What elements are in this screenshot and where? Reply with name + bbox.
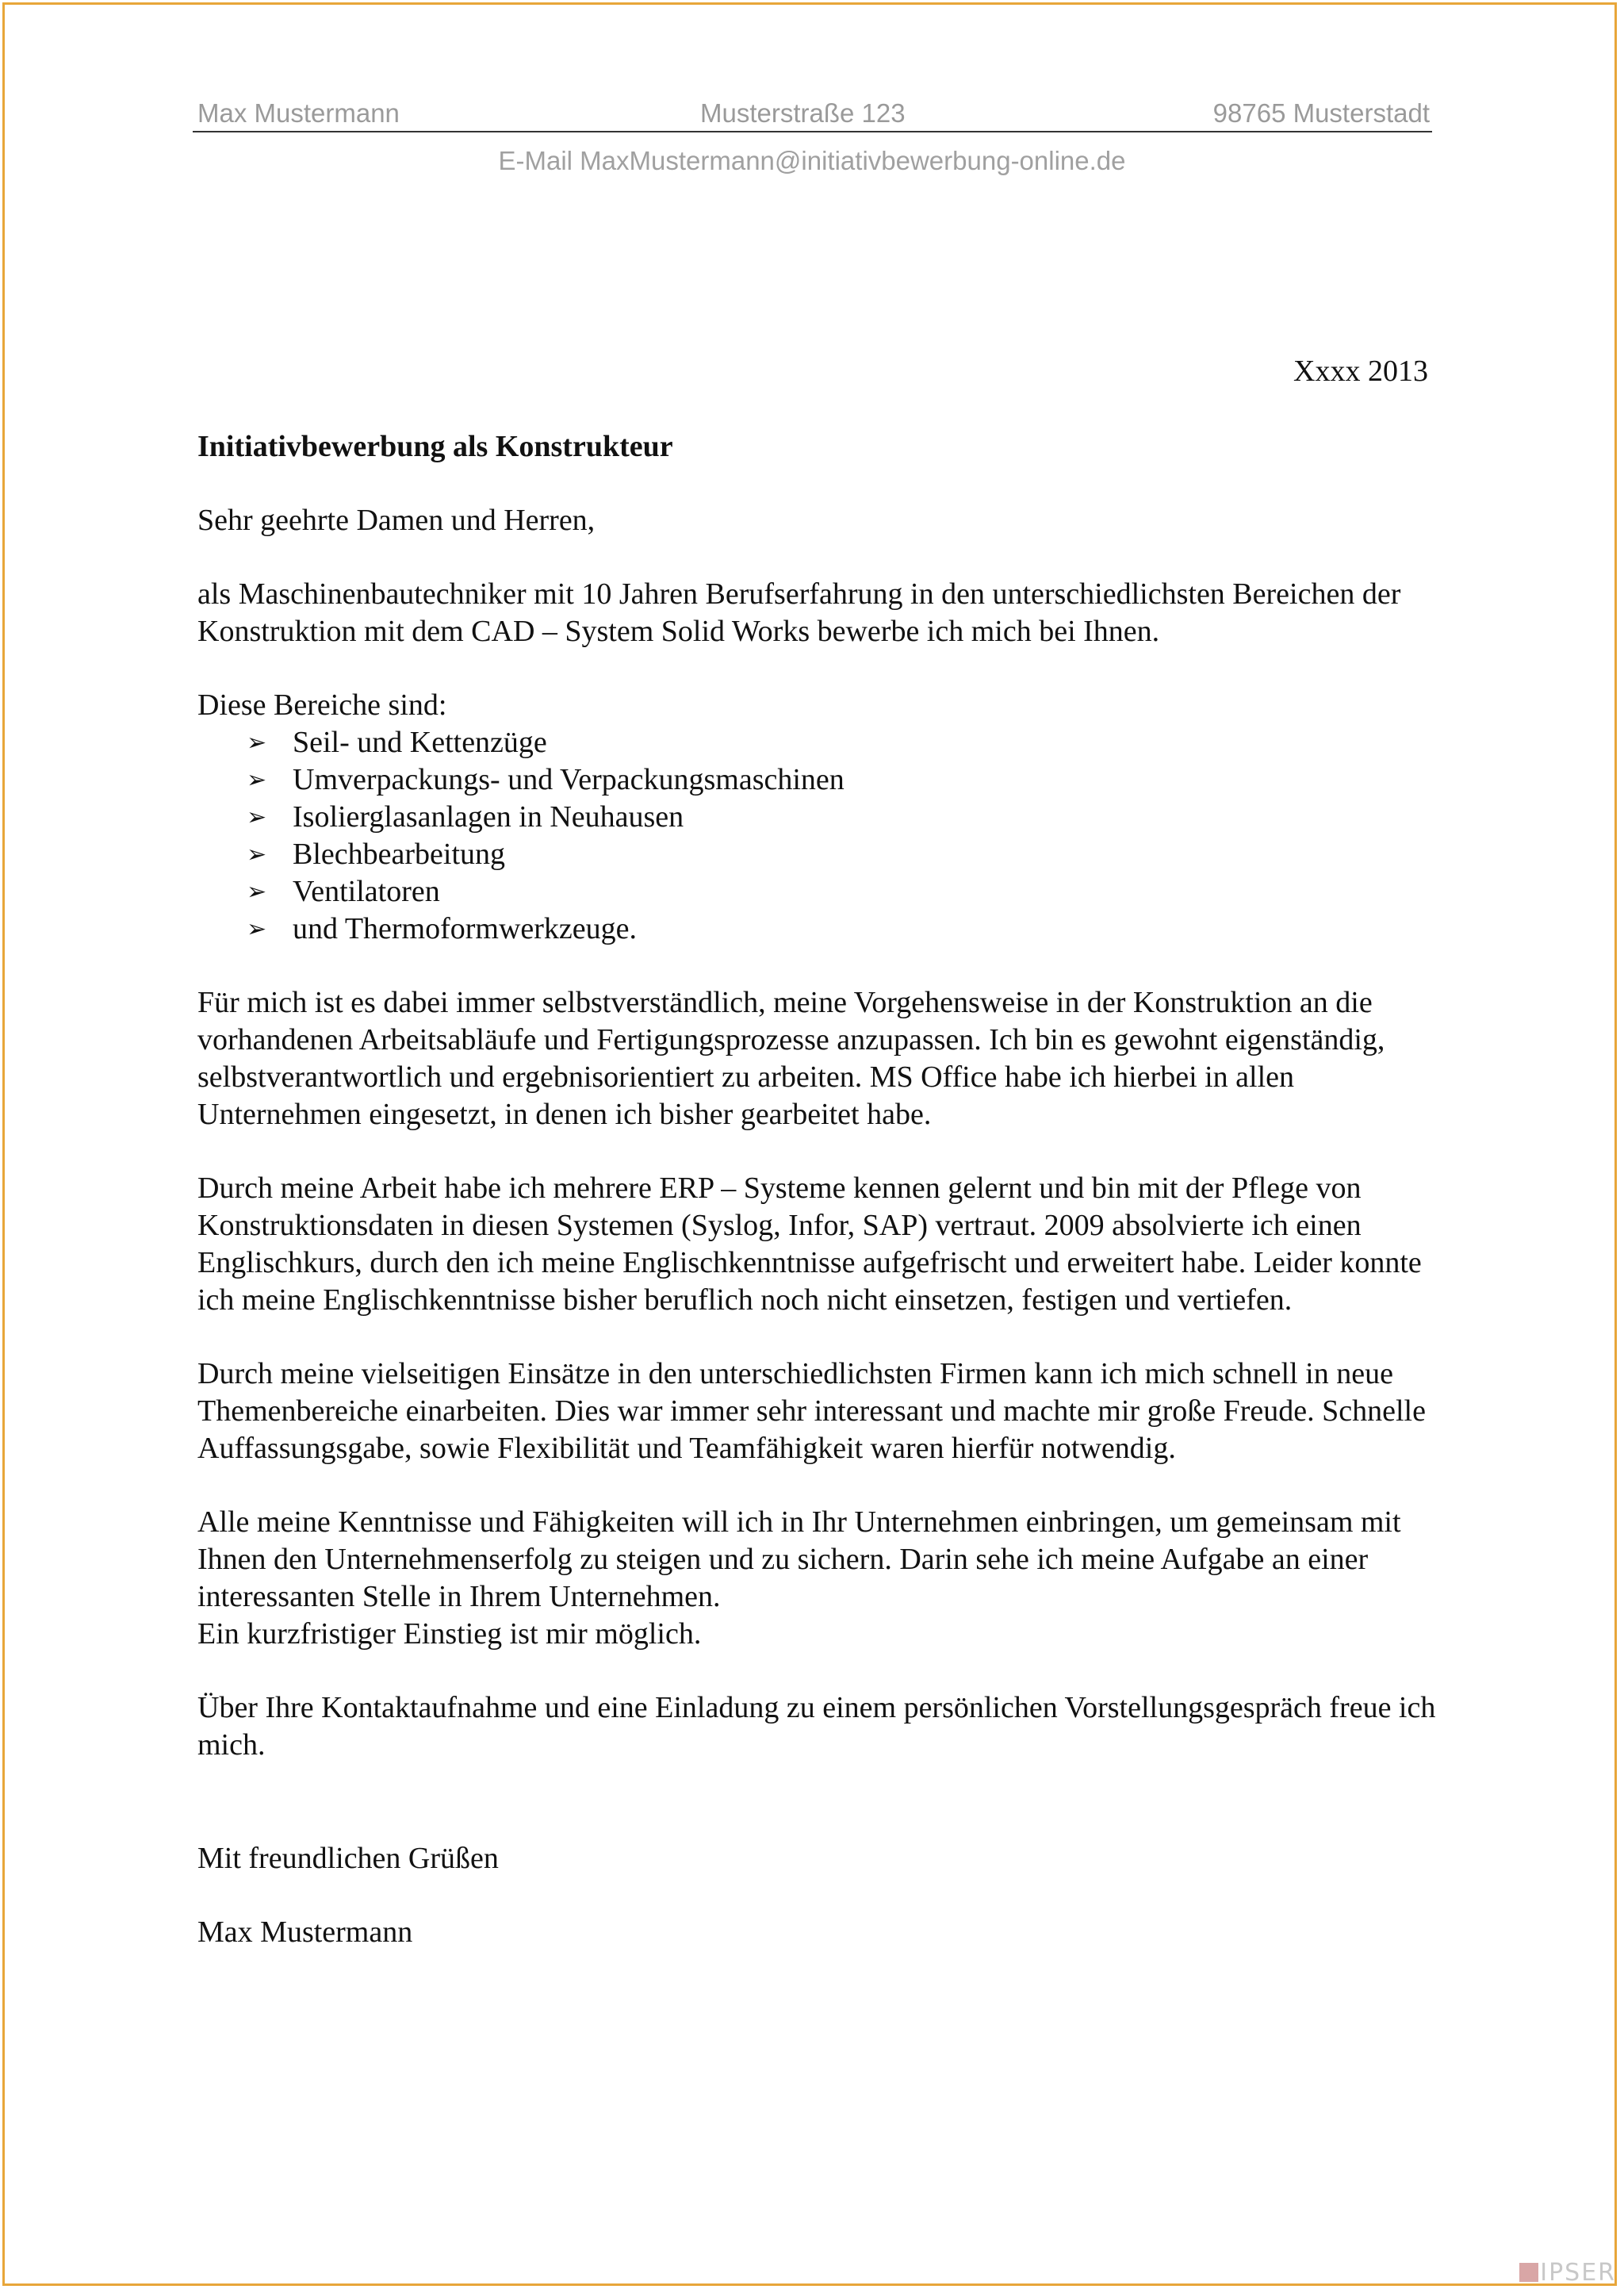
areas-list	[197, 724, 1438, 948]
list-item-text: Isolierglasanlagen in Neuhausen	[293, 800, 684, 834]
watermark	[1519, 2259, 1616, 2287]
arrow-bullet-icon: ➢	[247, 878, 267, 906]
letter-date: Xxxx 2013	[1293, 355, 1428, 388]
list-item	[197, 761, 1438, 799]
list-item-text: Ventilatoren	[293, 875, 440, 908]
letterhead-divider	[193, 131, 1432, 132]
arrow-bullet-icon: ➢	[247, 915, 267, 943]
paragraph-experience: Durch meine vielseitigen Einsätze in den unterschiedlichsten Firmen kann ich mich schnell in neue Themenbereiche einarbeiten. Dies war immer sehr interessant und machte mir große Freude. Schnelle Auffassungsgabe, sowie Flexibilität und Teamfähigkeit waren hierfür notwendig.	[197, 1357, 1426, 1465]
arrow-bullet-icon: ➢	[247, 841, 267, 869]
start-note: Ein kurzfristiger Einstieg ist mir möglich.	[197, 1617, 702, 1651]
paragraph-contact: Über Ihre Kontaktaufnahme und eine Einladung zu einem persönlichen Vorstellungsgespräch freue ich mich.	[197, 1691, 1436, 1762]
arrow-bullet-icon: ➢	[247, 803, 267, 831]
arrow-bullet-icon: ➢	[247, 766, 267, 794]
list-item	[197, 911, 1438, 948]
list-item	[197, 836, 1438, 873]
paragraph-approach: Für mich ist es dabei immer selbstverständlich, meine Vorgehensweise in der Konstruktion an die vorhandenen Arbeitsabläufe und Fertigungsprozesse anzupassen. Ich bin es gewohnt eigenständig, selbstverantwortlich und ergebnisorientiert zu arbeiten. MS Office habe ich hierbei in allen Unternehmen eingesetzt, in denen ich bisher gearbeitet habe.	[197, 986, 1385, 1131]
list-item	[197, 873, 1438, 911]
salutation: Sehr geehrte Damen und Herren,	[197, 504, 596, 537]
watermark-text: IPSER	[1540, 2259, 1616, 2287]
sender-street: Musterstraße 123	[700, 98, 906, 128]
motivation-text: Alle meine Kenntnisse und Fähigkeiten will ich in Ihr Unternehmen einbringen, um gemeinsam mit Ihnen den Unternehmenserfolg zu steigen und zu sichern. Darin sehe ich meine Aufgabe an einer interessanten Stelle in Ihrem Unternehmen.	[197, 1505, 1401, 1613]
list-item	[197, 724, 1438, 761]
closing: Mit freundlichen Grüßen	[197, 1842, 499, 1875]
list-item-text: Seil- und Kettenzüge	[293, 726, 547, 759]
list-item-text: Umverpackungs- und Verpackungsmaschinen	[293, 763, 845, 796]
letter-subject: Initiativbewerbung als Konstrukteur	[197, 430, 673, 463]
list-item-text: Blechbearbeitung	[293, 838, 506, 871]
list-item-text: und Thermoformwerkzeuge.	[293, 912, 638, 945]
sender-email-row	[0, 146, 1624, 176]
intro-paragraph: als Maschinenbautechniker mit 10 Jahren Berufserfahrung in den unterschiedlichsten Bereichen der Konstruktion mit dem CAD – System Solid Works bewerbe ich mich bei Ihnen.	[197, 577, 1401, 648]
signature: Max Mustermann	[197, 1915, 413, 1949]
letterhead	[193, 95, 1430, 133]
arrow-bullet-icon: ➢	[247, 729, 267, 757]
list-item	[197, 799, 1438, 836]
watermark-logo-icon	[1519, 2263, 1538, 2282]
paragraph-motivation	[197, 1504, 1438, 1653]
letter-body	[197, 428, 1438, 1988]
sender-email: E-Mail MaxMustermann@initiativbewerbung-online.de	[498, 146, 1126, 175]
sender-name: Max Mustermann	[197, 98, 400, 128]
areas-intro: Diese Bereiche sind:	[197, 688, 447, 722]
paragraph-erp: Durch meine Arbeit habe ich mehrere ERP – Systeme kennen gelernt und bin mit der Pflege von Konstruktionsdaten in diesen Systemen (Syslog, Infor, SAP) vertraut. 2009 absolvierte ich einen Englischkurs, durch den ich meine Englischkenntnisse aufgefrischt und erweitert habe. Leider konnte ich meine Englischkenntnisse bisher beruflich noch nicht einsetzen, festigen und vertiefen.	[197, 1171, 1422, 1317]
sender-city: 98765 Musterstadt	[1212, 98, 1430, 128]
